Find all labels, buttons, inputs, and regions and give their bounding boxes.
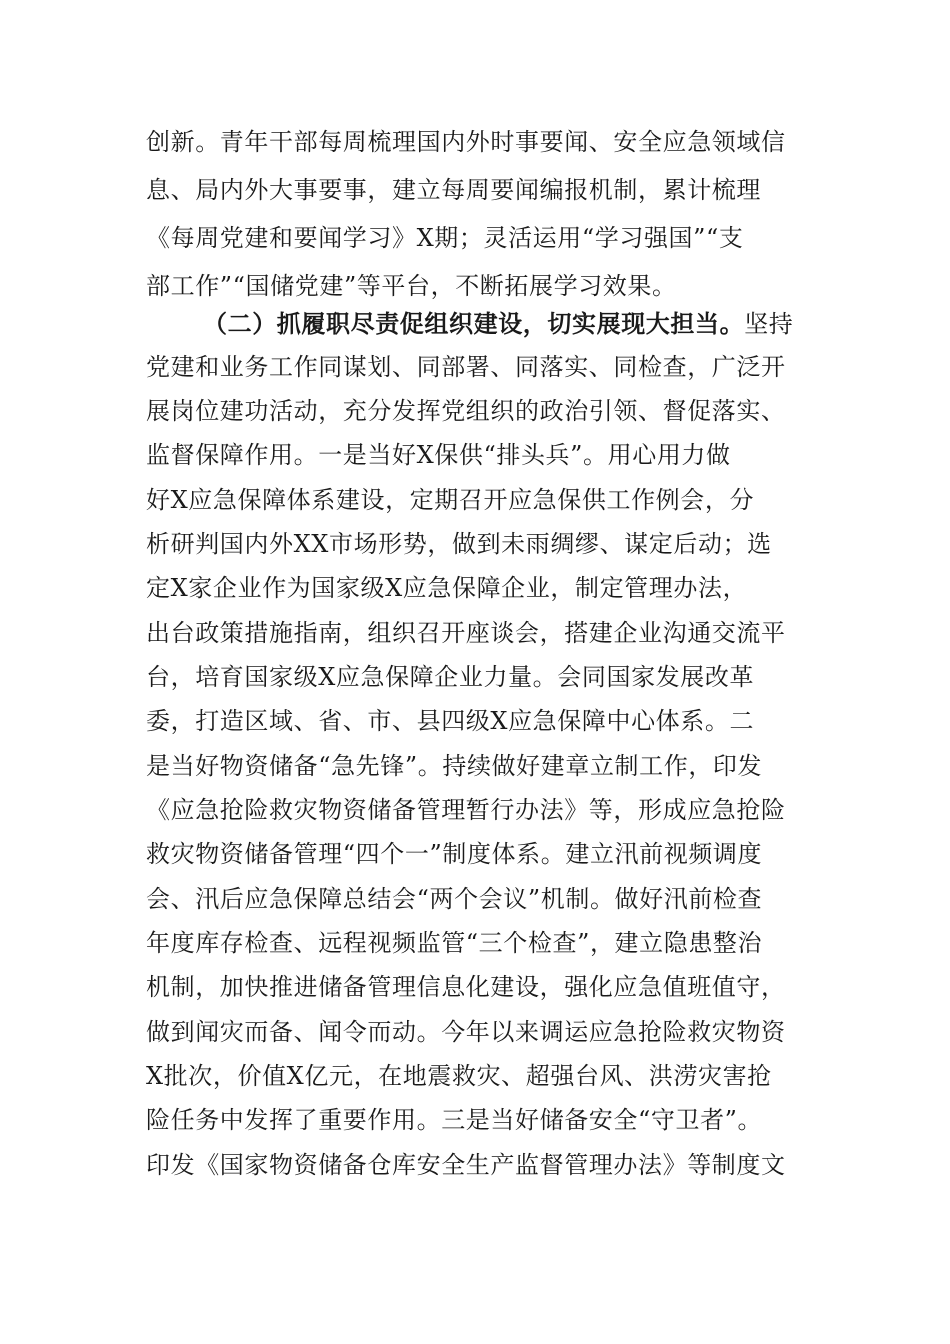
text-line-21: 做到闻灾而备、闻令而动。今年以来调运应急抢险救灾物资 (146, 1018, 786, 1046)
text-line-22: X批次，价值X亿元，在地震救灾、超强台风、洪涝灾害抢 (146, 1062, 772, 1090)
section-heading-line (203, 300, 806, 348)
text-line-2: 息、局内外大事要事，建立每周要闻编报机制，累计梳理 (146, 176, 761, 204)
text-line-8: 监督保障作用。一是当好X保供“排头兵”。用心用力做 (146, 441, 731, 469)
text-line-15: 是当好物资储备“急先锋”。持续做好建章立制工作，印发 (146, 752, 763, 780)
text-line-23: 险任务中发挥了重要作用。三是当好储备安全“守卫者”。 (146, 1106, 763, 1134)
text-line-24: 印发《国家物资储备仓库安全生产监督管理办法》等制度文 (146, 1151, 786, 1179)
section-heading: （二）抓履职尽责促组织建设，切实展现大担当。 (203, 309, 745, 338)
text-line-20: 机制，加快推进储备管理信息化建设，强化应急值班值守， (146, 973, 786, 1001)
text-line-11: 定X家企业作为国家级X应急保障企业，制定管理办法， (146, 574, 748, 602)
text-line-7: 展岗位建功活动，充分发挥党组织的政治引领、督促落实、 (146, 397, 786, 425)
text-line-3: 《每周党建和要闻学习》X期；灵活运用“学习强国”“支 (146, 224, 744, 252)
text-line-9: 好X应急保障体系建设，定期召开应急保供工作例会，分 (146, 486, 755, 514)
text-line-12: 出台政策措施指南，组织召开座谈会，搭建企业沟通交流平 (146, 619, 786, 647)
text-line-18: 会、汛后应急保障总结会“两个会议”机制。做好汛前检查 (146, 885, 763, 913)
text-line-1: 创新。青年干部每周梳理国内外时事要闻、安全应急领域信 (146, 128, 786, 156)
text-line-13: 台，培育国家级X应急保障企业力量。会同国家发展改革 (146, 663, 755, 691)
text-line-6: 党建和业务工作同谋划、同部署、同落实、同检查，广泛开 (146, 353, 786, 381)
text-line-10: 析研判国内外XX市场形势，做到未雨绸缪、谋定后动；选 (146, 530, 772, 558)
text-line-19: 年度库存检查、远程视频监管“三个检查”，建立隐患整治 (146, 929, 763, 957)
text-line-4: 部工作”“国储党建”等平台，不断拓展学习效果。 (146, 272, 677, 300)
text-line-17: 救灾物资储备管理“四个一”制度体系。建立汛前视频调度 (146, 840, 763, 868)
text-line-16: 《应急抢险救灾物资储备管理暂行办法》等，形成应急抢险 (146, 796, 786, 824)
text-line-14: 委，打造区域、省、市、县四级X应急保障中心体系。二 (146, 707, 755, 735)
section-heading-continuation: 坚持 (744, 310, 794, 338)
